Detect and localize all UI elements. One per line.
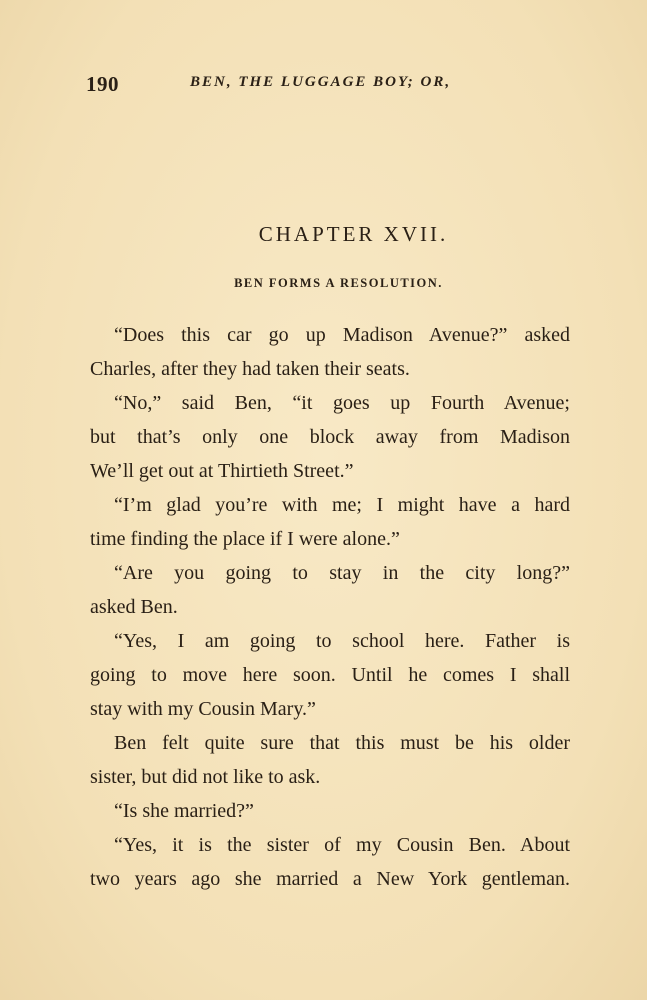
text-line-4: but that’s only one block away from Madison: [90, 426, 570, 448]
text-line-10: “Yes, I am going to school here. Father is: [114, 630, 570, 652]
text-line-14: sister, but did not like to ask.: [90, 766, 321, 788]
text-line-17: two years ago she married a New York gentleman.: [90, 868, 570, 890]
chapter-title: CHAPTER XVII.: [258, 222, 449, 246]
text-line-13: Ben felt quite sure that this must be his older: [114, 732, 570, 754]
body-text: [90, 318, 570, 896]
text-line-2: Charles, after they had taken their seats.: [90, 358, 410, 380]
running-title: BEN, THE LUGGAGE BOY; OR,: [190, 74, 452, 90]
text-line-6: “I’m glad you’re with me; I might have a hard: [114, 494, 570, 516]
text-line-1: “Does this car go up Madison Avenue?” asked: [114, 324, 570, 346]
text-line-15: “Is she married?”: [114, 800, 254, 822]
chapter-subtitle: BEN FORMS A RESOLUTION.: [234, 276, 443, 290]
text-line-16: “Yes, it is the sister of my Cousin Ben. About: [114, 834, 570, 856]
text-line-9: asked Ben.: [90, 596, 178, 618]
text-line-5: We’ll get out at Thirtieth Street.”: [90, 460, 354, 482]
text-line-7: time finding the place if I were alone.”: [90, 528, 400, 550]
text-line-11: going to move here soon. Until he comes I shall: [90, 664, 570, 686]
text-line-8: “Are you going to stay in the city long?”: [114, 562, 570, 584]
running-head: [86, 70, 476, 100]
text-line-3: “No,” said Ben, “it goes up Fourth Avenue;: [114, 392, 570, 414]
text-line-12: stay with my Cousin Mary.”: [90, 698, 316, 720]
page-number: 190: [86, 72, 119, 96]
